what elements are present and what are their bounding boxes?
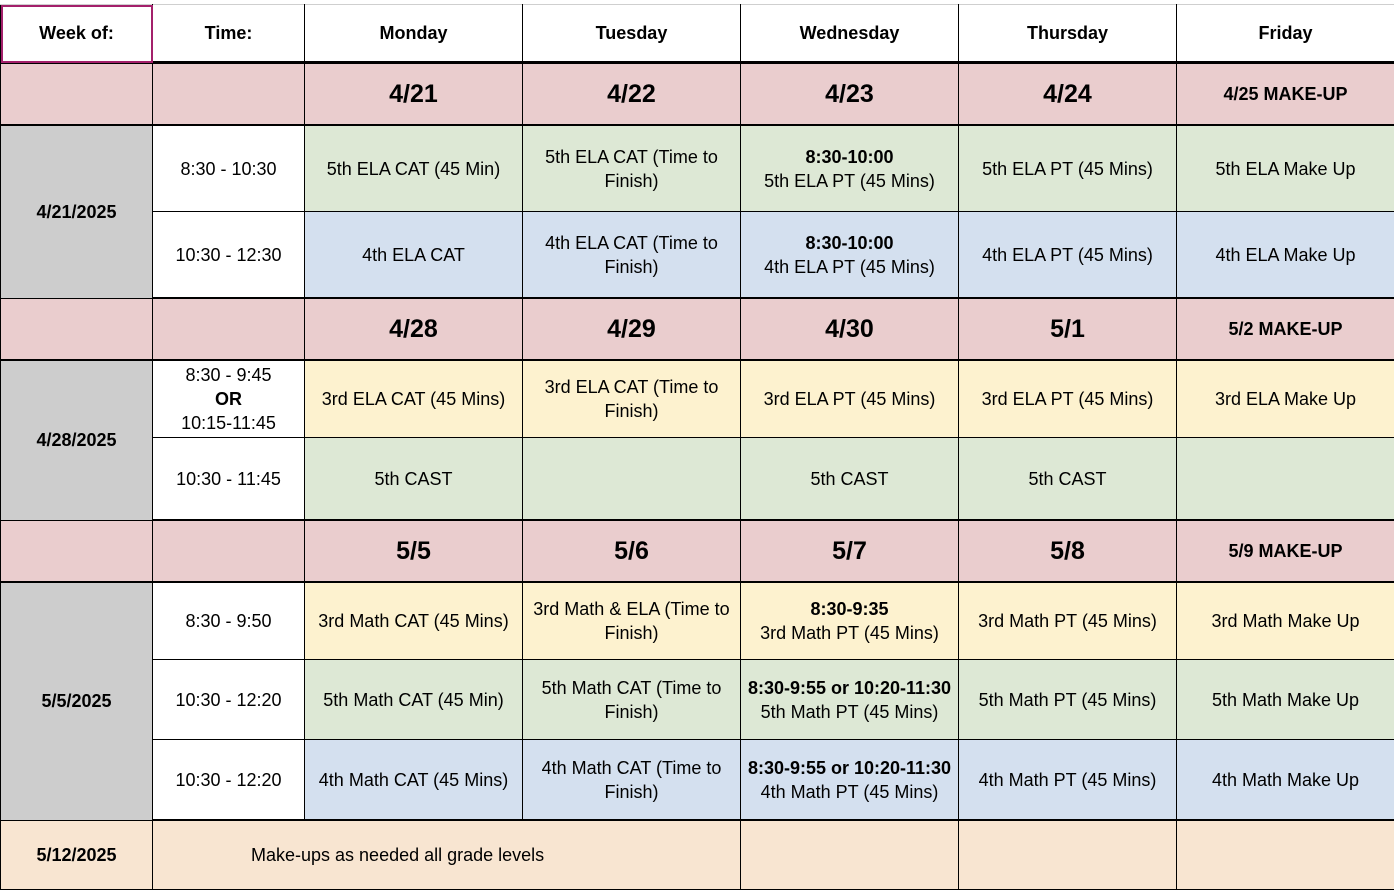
time-or-label: OR [215, 389, 242, 409]
schedule-row [1, 582, 1394, 660]
schedule-cell[interactable]: 4th Math CAT (45 Mins) [305, 740, 523, 821]
date-cell[interactable]: 5/6 [523, 520, 741, 582]
date-cell[interactable]: 4/23 [741, 63, 959, 126]
date-row-blank-cell[interactable] [1, 298, 153, 360]
cell-text: 5th ELA PT (45 Mins) [764, 170, 935, 191]
header-row [1, 5, 1394, 63]
time-option-a: 8:30 - 9:45 [185, 365, 272, 385]
schedule-cell[interactable]: 5th Math CAT (45 Min) [305, 660, 523, 740]
schedule-cell[interactable]: 4th Math CAT (Time to Finish) [523, 740, 741, 821]
schedule-cell[interactable]: 5th ELA CAT (Time to Finish) [523, 125, 741, 212]
cell-text: 4th Math PT (45 Mins) [760, 781, 939, 802]
schedule-row [1, 212, 1394, 299]
schedule-cell[interactable]: 4th ELA PT (45 Mins) [959, 212, 1177, 299]
date-row-blank-cell[interactable] [1, 520, 153, 582]
week-of-cell[interactable]: 5/12/2025 [1, 820, 153, 890]
date-cell[interactable]: 4/29 [523, 298, 741, 360]
time-cell[interactable]: 10:30 - 12:20 [153, 660, 305, 740]
makeup-date-cell[interactable]: 5/9 MAKE-UP [1177, 520, 1394, 582]
date-row-blank-cell[interactable] [1, 63, 153, 126]
schedule-cell[interactable] [1177, 820, 1394, 890]
schedule-cell[interactable]: 3rd Math CAT (45 Mins) [305, 582, 523, 660]
cell-text: 3rd Math PT (45 Mins) [760, 623, 939, 643]
header-thursday[interactable]: Thursday [959, 5, 1177, 63]
date-cell[interactable]: 5/8 [959, 520, 1177, 582]
schedule-cell[interactable]: 5th ELA CAT (45 Min) [305, 125, 523, 212]
schedule-cell[interactable]: 3rd ELA CAT (Time to Finish) [523, 360, 741, 438]
makeup-date-cell[interactable]: 5/2 MAKE-UP [1177, 298, 1394, 360]
schedule-cell[interactable] [741, 660, 959, 740]
week-of-cell[interactable]: 5/5/2025 [1, 582, 153, 820]
time-cell[interactable]: 10:30 - 12:30 [153, 212, 305, 299]
schedule-row [1, 360, 1394, 438]
schedule-cell[interactable]: 5th Math Make Up [1177, 660, 1394, 740]
week-of-cell[interactable]: 4/28/2025 [1, 360, 153, 520]
date-cell[interactable]: 4/28 [305, 298, 523, 360]
schedule-cell[interactable]: 3rd Math Make Up [1177, 582, 1394, 660]
makeup-date-cell[interactable]: 4/25 MAKE-UP [1177, 63, 1394, 126]
schedule-cell[interactable] [741, 582, 959, 660]
schedule-cell[interactable] [523, 438, 741, 521]
date-row-blank-cell[interactable] [153, 298, 305, 360]
schedule-cell[interactable]: 5th CAST [305, 438, 523, 521]
date-cell[interactable]: 4/22 [523, 63, 741, 126]
header-monday[interactable]: Monday [305, 5, 523, 63]
schedule-cell[interactable]: 3rd Math & ELA (Time to Finish) [523, 582, 741, 660]
makeup-note-cell[interactable]: Make-ups as needed all grade levels [153, 820, 741, 890]
testing-schedule-table [0, 4, 1394, 890]
schedule-cell[interactable]: 5th ELA PT (45 Mins) [959, 125, 1177, 212]
time-cell[interactable]: 8:30 - 9:50 [153, 582, 305, 660]
schedule-cell[interactable] [741, 740, 959, 821]
schedule-row [1, 740, 1394, 821]
date-row-blank-cell[interactable] [153, 63, 305, 126]
date-cell[interactable]: 5/7 [741, 520, 959, 582]
time-cell[interactable] [153, 360, 305, 438]
header-week-of[interactable]: Week of: [1, 5, 153, 63]
date-row-blank-cell[interactable] [153, 520, 305, 582]
schedule-cell[interactable] [741, 212, 959, 299]
time-option-b: 10:15-11:45 [181, 413, 276, 433]
schedule-cell[interactable] [741, 125, 959, 212]
schedule-cell[interactable]: 3rd ELA Make Up [1177, 360, 1394, 438]
time-cell[interactable]: 10:30 - 12:20 [153, 740, 305, 821]
time-cell[interactable]: 10:30 - 11:45 [153, 438, 305, 521]
schedule-row [1, 820, 1394, 890]
date-cell[interactable]: 4/21 [305, 63, 523, 126]
schedule-cell[interactable]: 3rd ELA CAT (45 Mins) [305, 360, 523, 438]
cell-time-bold: 8:30-9:35 [810, 599, 889, 619]
time-cell[interactable]: 8:30 - 10:30 [153, 125, 305, 212]
schedule-cell[interactable]: 3rd ELA PT (45 Mins) [959, 360, 1177, 438]
date-cell[interactable]: 5/1 [959, 298, 1177, 360]
schedule-cell[interactable]: 4th Math Make Up [1177, 740, 1394, 821]
schedule-cell[interactable]: 4th ELA CAT (Time to Finish) [523, 212, 741, 299]
schedule-cell[interactable]: 3rd Math PT (45 Mins) [959, 582, 1177, 660]
schedule-cell[interactable] [959, 820, 1177, 890]
cell-time-bold: 8:30-9:55 or 10:20-11:30 [747, 757, 952, 778]
schedule-cell[interactable] [741, 820, 959, 890]
date-row [1, 520, 1394, 582]
schedule-cell[interactable]: 4th ELA CAT [305, 212, 523, 299]
schedule-row [1, 438, 1394, 521]
schedule-cell[interactable]: 5th CAST [959, 438, 1177, 521]
header-friday[interactable]: Friday [1177, 5, 1394, 63]
schedule-cell[interactable]: 5th ELA Make Up [1177, 125, 1394, 212]
schedule-cell[interactable]: 3rd ELA PT (45 Mins) [741, 360, 959, 438]
date-cell[interactable]: 5/5 [305, 520, 523, 582]
date-row [1, 63, 1394, 126]
schedule-cell[interactable]: 5th CAST [741, 438, 959, 521]
header-time[interactable]: Time: [153, 5, 305, 63]
schedule-cell[interactable]: 4th ELA Make Up [1177, 212, 1394, 299]
cell-time-bold: 8:30-10:00 [805, 146, 894, 167]
schedule-row [1, 660, 1394, 740]
schedule-row [1, 125, 1394, 212]
schedule-cell[interactable] [1177, 438, 1394, 521]
schedule-cell[interactable]: 5th Math CAT (Time to Finish) [523, 660, 741, 740]
cell-text: 5th Math PT (45 Mins) [760, 701, 939, 722]
date-cell[interactable]: 4/24 [959, 63, 1177, 126]
header-tuesday[interactable]: Tuesday [523, 5, 741, 63]
header-wednesday[interactable]: Wednesday [741, 5, 959, 63]
cell-text: 4th ELA PT (45 Mins) [764, 256, 935, 277]
cell-time-bold: 8:30-10:00 [805, 232, 894, 253]
date-cell[interactable]: 4/30 [741, 298, 959, 360]
schedule-cell[interactable]: 4th Math PT (45 Mins) [959, 740, 1177, 821]
week-of-cell[interactable]: 4/21/2025 [1, 125, 153, 298]
schedule-cell[interactable]: 5th Math PT (45 Mins) [959, 660, 1177, 740]
cell-time-bold: 8:30-9:55 or 10:20-11:30 [747, 677, 952, 698]
date-row [1, 298, 1394, 360]
